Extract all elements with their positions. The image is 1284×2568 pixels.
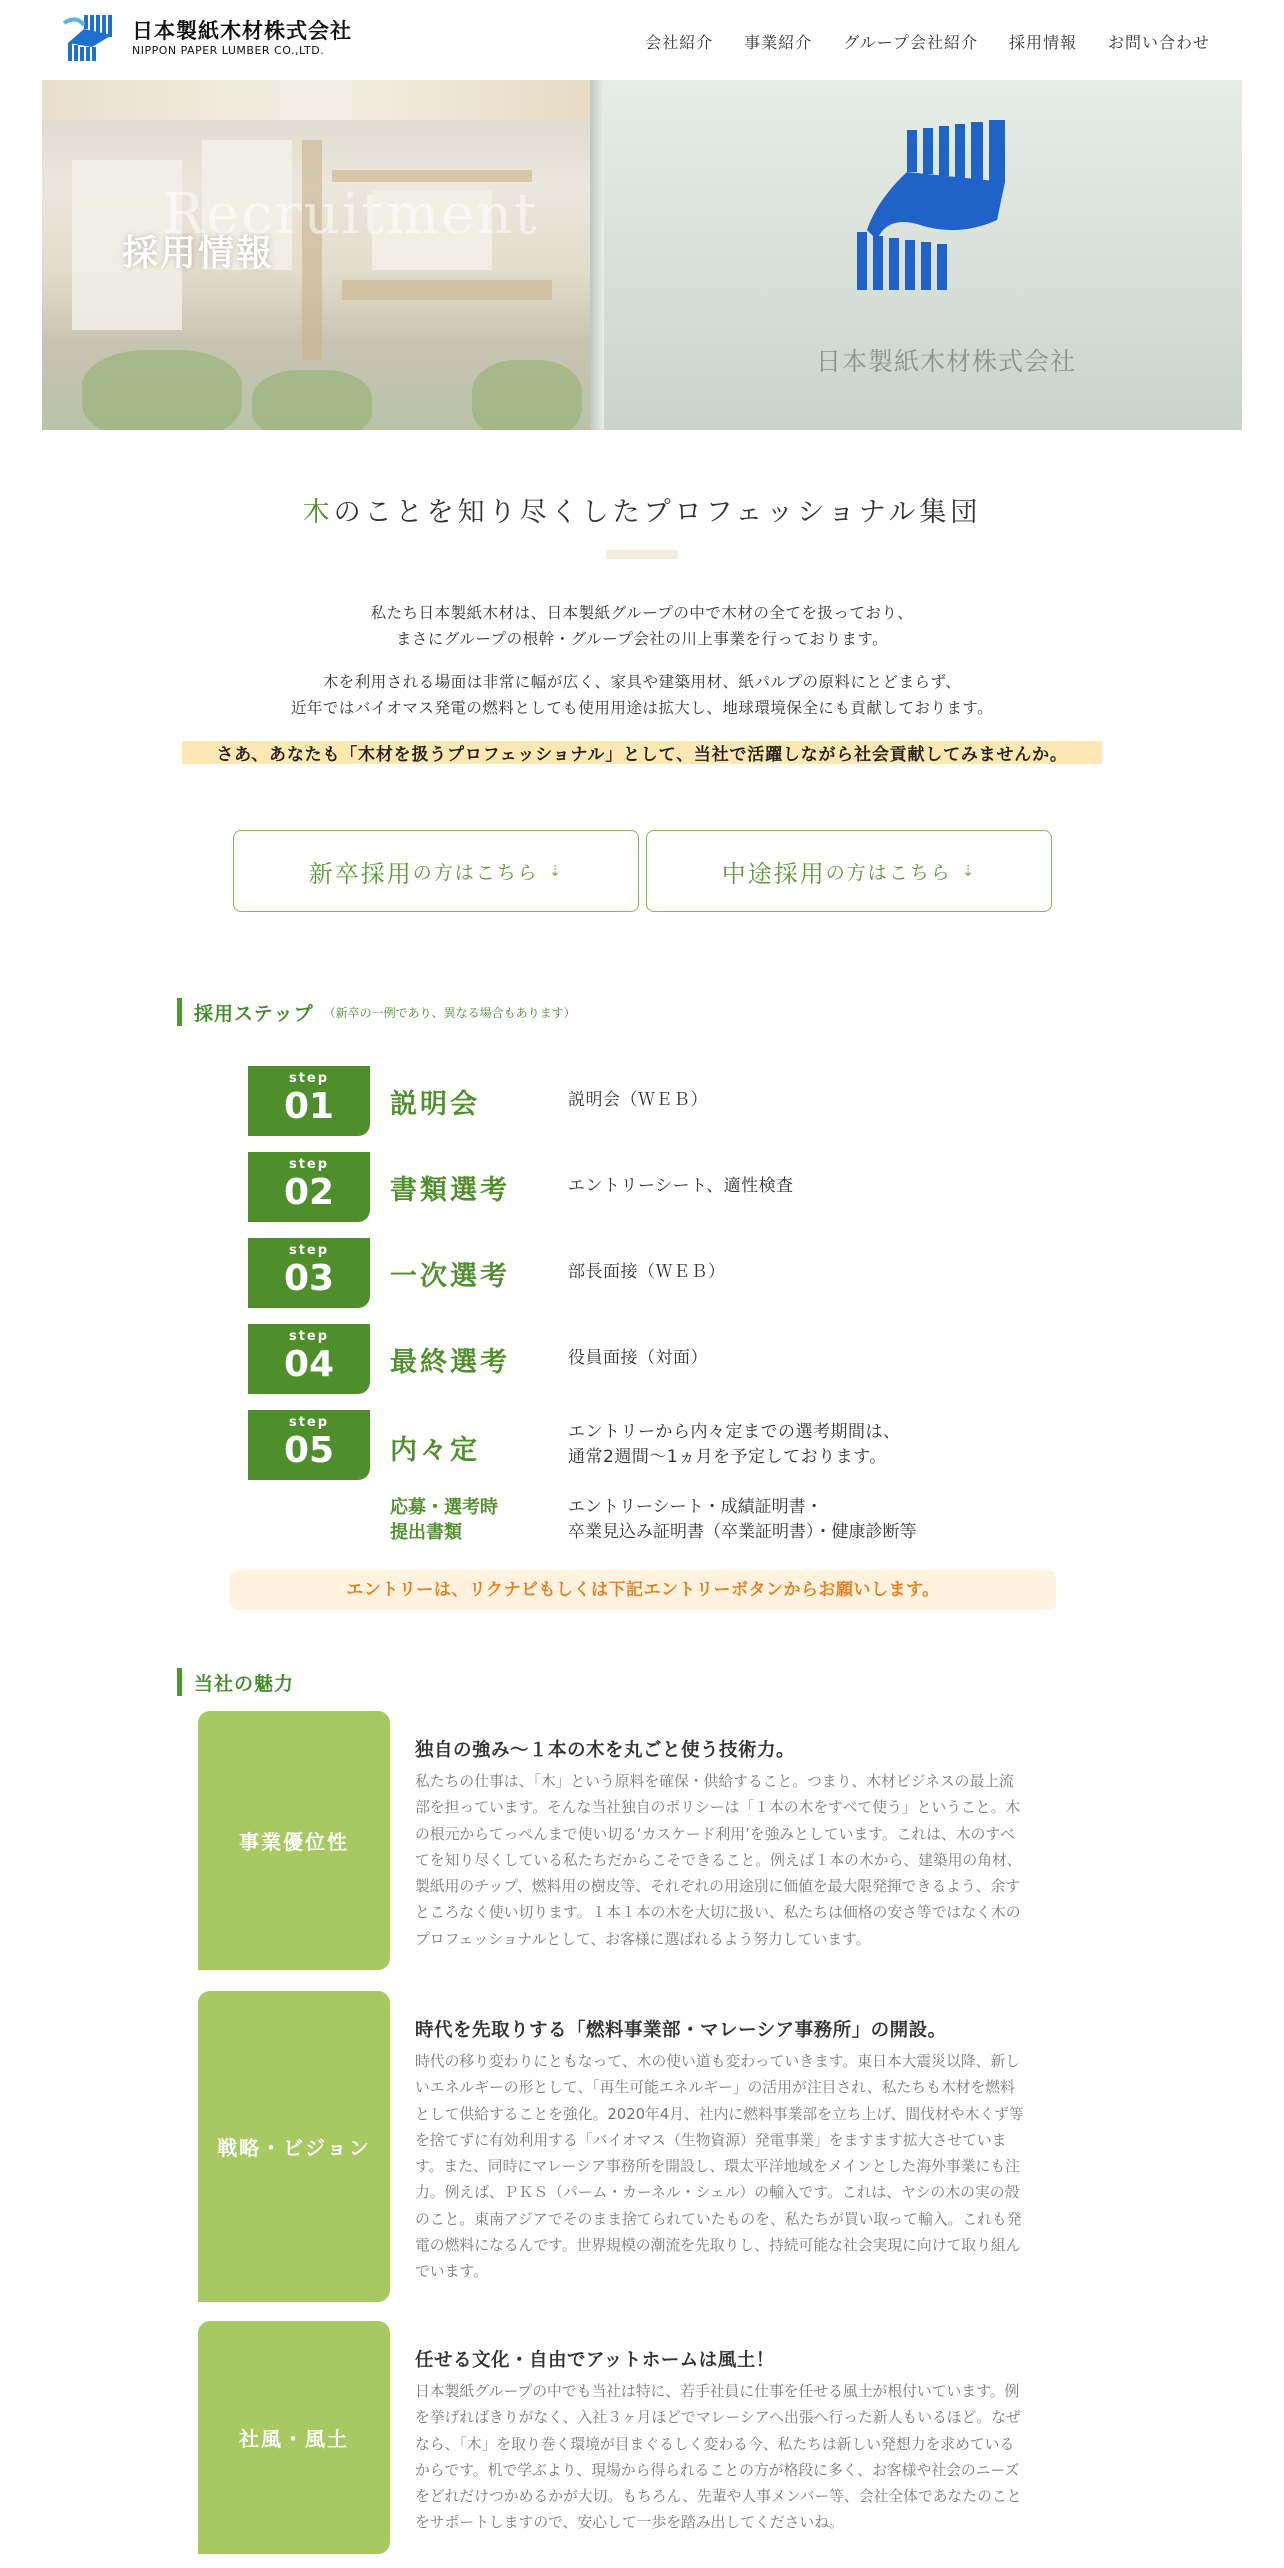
step-name: 説明会 bbox=[390, 1089, 480, 1120]
documents-label-line1: 応募・選考時 bbox=[390, 1497, 498, 1518]
body-line: 電の燃料になるんです。世界規模の潮流を先取りし、持続可能な社会実現に向けて取り組ん bbox=[415, 2237, 1021, 2255]
step-number: 04 bbox=[283, 1344, 335, 1385]
company-name-en: NIPPON PAPER LUMBER CO.,LTD. bbox=[132, 44, 325, 57]
step-description bbox=[568, 1420, 901, 1470]
step-word: step bbox=[288, 1329, 330, 1344]
documents-line1: エントリーシート・成績証明書・ bbox=[568, 1497, 823, 1517]
documents-label-line2: 提出書類 bbox=[390, 1522, 462, 1543]
body-line: 日本製紙グループの中でも当社は特に、若手社員に仕事を任せる風土が根付いています。例 bbox=[415, 2383, 1020, 2400]
step-name: 内々定 bbox=[390, 1435, 480, 1466]
documents-label bbox=[390, 1495, 498, 1545]
hero-banner bbox=[42, 80, 1242, 430]
step-item bbox=[248, 1324, 1048, 1394]
intro-paragraph-2 bbox=[0, 669, 1284, 721]
appeal-card-title: 時代を先取りする「燃料事業部・マレーシア事務所」の開設。 bbox=[415, 2020, 947, 2041]
body-line: 私たちの仕事は、「木」という原料を確保・供給すること。つまり、木材ビジネスの最上流 bbox=[415, 1773, 1014, 1790]
body-line: として供給することを強化。2020年4月、社内に燃料事業部を立ち上げ、間伐材や木くず等 bbox=[415, 2105, 1024, 2123]
step-word: step bbox=[288, 1157, 330, 1172]
entry-note: エントリーは、リクナビもしくは下記エントリーボタンからお願いします。 bbox=[230, 1570, 1056, 1610]
body-line: の根元からてっぺんまで使い切る‘カスケード利用’を強みとしています。これは、木のすべ bbox=[415, 1825, 1015, 1843]
nav-business[interactable]: 事業紹介 bbox=[744, 33, 813, 52]
steps-title-text: 採用ステップ bbox=[194, 1002, 314, 1025]
hero-title-en: Recruitment bbox=[162, 182, 539, 247]
body-line: ところなく使い切ります。１本１本の木を大切に扱い、私たちは価格の安さ等ではなく木の bbox=[415, 1904, 1021, 1922]
documents-list bbox=[568, 1495, 917, 1545]
hero-title: 採用情報 bbox=[122, 233, 275, 274]
appeal-card-label: 戦略・ビジョン bbox=[198, 1991, 390, 2302]
intro-paragraph-1 bbox=[0, 600, 1284, 652]
body-line: からです。机で学ぶより、現場から得られることの方が格段に多く、お客様や社会のニーズ bbox=[415, 2461, 1020, 2479]
nav-company[interactable]: 会社紹介 bbox=[645, 33, 714, 52]
intro-heading bbox=[0, 490, 1284, 529]
intro-divider bbox=[606, 550, 678, 559]
nav-recruit[interactable]: 採用情報 bbox=[1008, 33, 1077, 52]
intro-highlight-text: さあ、あなたも「木材を扱うプロフェッショナル」として、当社で活躍しながら社会貢献してみませんか。 bbox=[216, 745, 1068, 765]
body-line: を捨てずに有効利用する「バイオマス（生物資源）発電事業」をますます拡大させていま bbox=[415, 2131, 1007, 2149]
arrow-down-icon: ⇣ bbox=[961, 862, 977, 880]
hero-logo-mark-icon bbox=[847, 120, 1017, 300]
new-grad-suffix: の方はこちら bbox=[412, 861, 539, 884]
body-line: いエネルギーの形として、「再生可能エネルギー」の活用が注目され、私たちも木材を燃料 bbox=[415, 2079, 1015, 2097]
intro-p2-line1: 木を利用される場面は非常に幅が広く、家具や建築用材、紙パルプの原料にとどまらず、 bbox=[322, 673, 962, 691]
site-header bbox=[0, 0, 1284, 80]
step-item bbox=[248, 1152, 1048, 1222]
step-number: 02 bbox=[283, 1172, 335, 1213]
body-line: プロフェッショナルとして、お客様に選ばれるよう努力しています。 bbox=[415, 1930, 871, 1948]
step-description: 役員面接（対面） bbox=[568, 1348, 708, 1368]
step-badge bbox=[248, 1066, 370, 1136]
arrow-down-icon: ⇣ bbox=[548, 862, 564, 880]
steps-section-title bbox=[177, 998, 576, 1026]
step-name: 一次選考 bbox=[390, 1261, 510, 1292]
main-nav bbox=[645, 30, 1210, 53]
hero-company-sign: 日本製紙木材株式会社 bbox=[816, 347, 1077, 376]
intro-p1-line2: まさにグループの根幹・グループ会社の川上事業を行っております。 bbox=[395, 630, 889, 648]
documents-line2: 卒業見込み証明書（卒業証明書）・健康診断等 bbox=[568, 1522, 917, 1542]
step-badge bbox=[248, 1238, 370, 1308]
step-badge bbox=[248, 1324, 370, 1394]
appeal-card-body bbox=[415, 1769, 1040, 1953]
step-description: エントリーシート、適性検査 bbox=[568, 1176, 794, 1196]
company-logo-icon bbox=[62, 13, 118, 63]
appeal-card-body bbox=[415, 2049, 1040, 2286]
intro-p2-line2: 近年ではバイオマス発電の燃料としても使用用途は拡大し、地球環境保全にも貢献しております。 bbox=[290, 699, 994, 717]
body-line: 製紙用のチップ、燃料用の樹皮等、それぞれの用途別に価値を最大限発揮できるよう、余す bbox=[415, 1878, 1021, 1896]
appeal-card-body bbox=[415, 2379, 1040, 2537]
body-line: のこと。東南アジアでそのまま捨てられていたものを、私たちが買い取って輸入。これも発 bbox=[415, 2210, 1022, 2228]
mid-career-suffix: の方はこちら bbox=[825, 861, 952, 884]
body-line: てを知り尽くしている私たちだからこそできること。例えば１本の木から、建築用の角材、 bbox=[415, 1851, 1022, 1869]
step-item bbox=[248, 1066, 1048, 1136]
appeal-card-title: 独自の強み～１本の木を丸ごと使う技術力。 bbox=[415, 1740, 796, 1761]
body-line: を挙げればきりがなく、入社３ヶ月ほどでマレーシアへ出張へ行った新人もいるほど。なぜ bbox=[415, 2409, 1021, 2427]
nav-group[interactable]: グループ会社紹介 bbox=[843, 33, 978, 52]
body-line: なら、「木」を取り巻く環境が目まぐるしく変わる今、私たちは新しい発想力を求めている bbox=[415, 2435, 1015, 2453]
step-description: 部長面接（ＷＥＢ） bbox=[568, 1262, 726, 1282]
step-word: step bbox=[288, 1071, 330, 1086]
step-number: 03 bbox=[283, 1258, 335, 1299]
intro-heading-text: のことを知り尽くしたプロフェッショナル集団 bbox=[333, 497, 982, 528]
step-name: 最終選考 bbox=[390, 1347, 510, 1378]
step-name: 書類選考 bbox=[390, 1175, 510, 1206]
appeal-card-label: 事業優位性 bbox=[198, 1711, 390, 1970]
mid-career-label: 中途採用 bbox=[721, 859, 826, 888]
step-item bbox=[248, 1410, 1048, 1480]
new-grad-recruit-button[interactable] bbox=[233, 830, 639, 912]
body-line: をどれだけつかめるかが大切。もちろん、先輩や人事メンバー等、会社全体であなたのこと bbox=[415, 2488, 1022, 2506]
body-line: す。また、同時にマレーシア事務所を開設し、環太平洋地域をメインとした海外事業にも注 bbox=[415, 2158, 1020, 2176]
intro-p1-line1: 私たち日本製紙木材は、日本製紙グループの中で木材の全てを扱っており、 bbox=[370, 604, 914, 622]
body-line: 時代の移り変わりにともなって、木の使い道も変わっていきます。東日本大震災以降、新し bbox=[415, 2053, 1021, 2070]
intro-heading-accent: 木 bbox=[302, 497, 334, 528]
step-word: step bbox=[288, 1243, 330, 1258]
step-item bbox=[248, 1238, 1048, 1308]
steps-title-note: （新卒の一例であり、異なる場合もあります） bbox=[323, 1005, 576, 1020]
company-logo[interactable] bbox=[62, 13, 352, 63]
appeal-section-title bbox=[177, 1668, 294, 1696]
company-name-jp: 日本製紙木材株式会社 bbox=[132, 19, 352, 43]
step-description-line1: エントリーから内々定までの選考期間は、 bbox=[568, 1422, 901, 1442]
appeal-card-label: 社風・風土 bbox=[198, 2321, 390, 2554]
nav-contact[interactable]: お問い合わせ bbox=[1107, 33, 1210, 52]
step-number: 01 bbox=[283, 1086, 335, 1127]
body-line: 力。例えば、ＰＫＳ（パーム・カーネル・シェル）の輸入です。これは、ヤシの木の実の殻 bbox=[415, 2184, 1020, 2202]
body-line: 部を担っています。そんな当社独自のポリシーは「１本の木をすべて使う」ということ。木 bbox=[415, 1799, 1021, 1817]
step-badge bbox=[248, 1152, 370, 1222]
mid-career-recruit-button[interactable] bbox=[646, 830, 1052, 912]
body-line: をサポートしますので、安心して一歩を踏み出してくださいね。 bbox=[415, 2514, 844, 2532]
appeal-title-text: 当社の魅力 bbox=[194, 1672, 295, 1695]
new-grad-label: 新卒採用 bbox=[308, 859, 413, 888]
step-description: 説明会（ＷＥＢ） bbox=[568, 1090, 708, 1110]
step-badge bbox=[248, 1410, 370, 1480]
appeal-card-title: 任せる文化・自由でアットホームは風土！ bbox=[415, 2350, 775, 2371]
body-line: でいます。 bbox=[415, 2263, 488, 2281]
step-description-line2: 通常2週間～1ヵ月を予定しております。 bbox=[568, 1447, 887, 1467]
step-number: 05 bbox=[283, 1430, 335, 1471]
step-word: step bbox=[288, 1415, 330, 1430]
